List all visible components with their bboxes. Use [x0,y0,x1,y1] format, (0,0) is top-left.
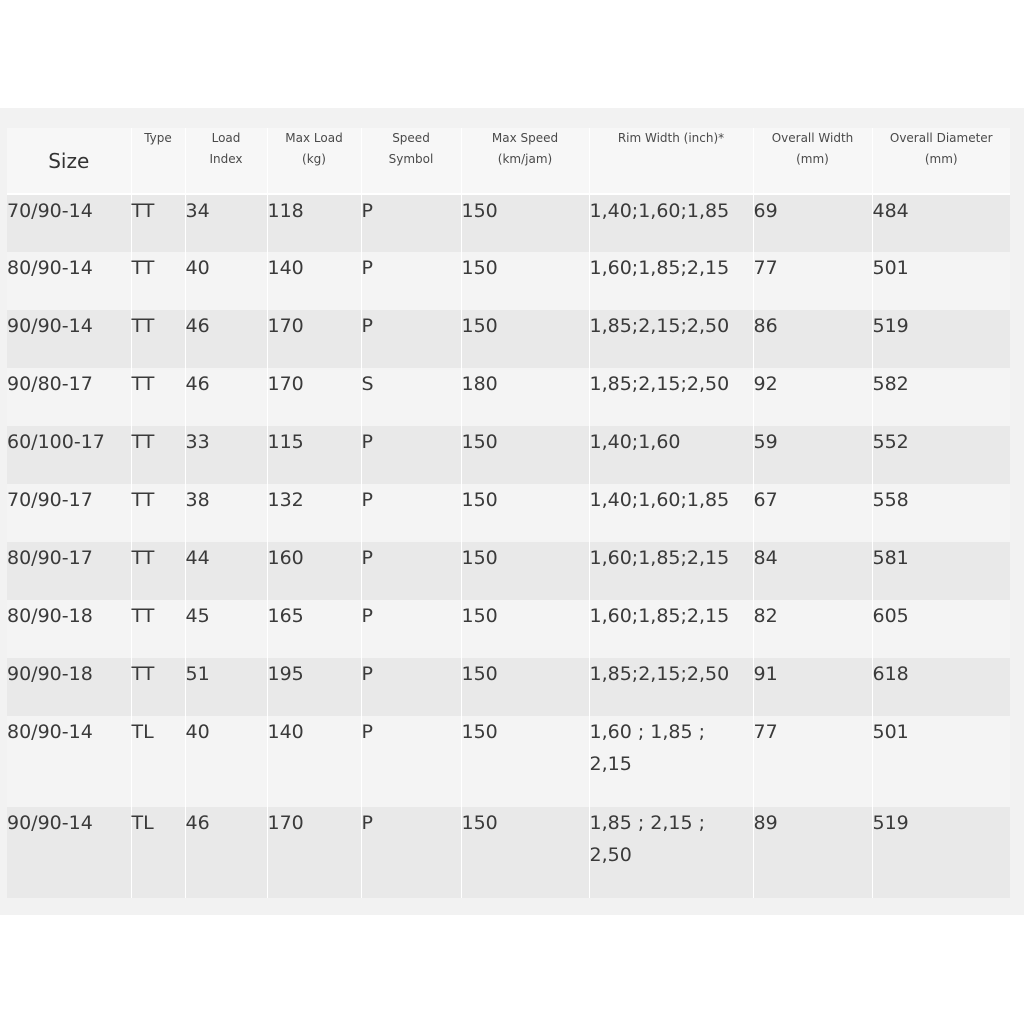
cell-overall-width: 69 [753,194,872,252]
cell-speed-symbol: P [361,542,461,600]
cell-overall-width: 89 [753,807,872,898]
cell-rim-width: 1,85;2,15;2,50 [589,368,753,426]
cell-overall-width: 92 [753,368,872,426]
header-load-index-line1: Load [211,131,241,145]
cell-max-speed: 150 [461,194,589,252]
cell-rim-width: 1,40;1,60;1,85 [589,194,753,252]
cell-overall-width: 59 [753,426,872,484]
cell-rim-width: 1,40;1,60;1,85 [589,484,753,542]
table-row [7,252,1010,310]
cell-overall-diameter: 618 [872,663,909,685]
cell-max-speed: 150 [461,426,589,484]
header-row [7,128,1010,194]
cell-load-index: 34 [185,194,267,252]
cell-speed-symbol: P [361,310,461,368]
cell-type: TT [131,194,185,252]
cell-overall-width: 86 [753,310,872,368]
cell-load-index: 44 [185,542,267,600]
cell-overall-width: 82 [753,600,872,658]
cell-load-index: 46 [185,807,267,898]
tire-spec-table [7,128,1010,898]
cell-type: TT [131,368,185,426]
cell-max-load: 160 [267,542,361,600]
cell-overall-diameter: 484 [872,200,909,222]
table-row [7,658,1010,716]
cell-overall-width: 77 [753,716,872,807]
cell-max-speed: 150 [461,542,589,600]
cell-max-load: 170 [267,368,361,426]
cell-max-speed: 150 [461,716,589,807]
header-overall-diameter-line1: Overall Diameter [889,131,993,145]
header-overall-width [753,128,872,194]
table-row [7,807,1010,898]
header-rim-width: Rim Width (inch)* [589,128,753,194]
cell-speed-symbol: P [361,194,461,252]
cell-type: TL [131,807,185,898]
cell-max-load: 195 [267,658,361,716]
cell-max-load: 170 [267,807,361,898]
cell-load-index: 46 [185,368,267,426]
table-row [7,426,1010,484]
cell-type: TT [131,484,185,542]
table-row [7,368,1010,426]
cell-overall-width: 67 [753,484,872,542]
header-overall-width-line1: Overall Width [771,131,854,145]
table-row [7,600,1010,658]
cell-type: TT [131,658,185,716]
cell-rim-width: 1,40;1,60 [589,426,753,484]
cell-max-speed: 150 [461,310,589,368]
header-speed-symbol-line2: Symbol [388,152,434,166]
table-row [7,310,1010,368]
header-size: Size [7,128,131,194]
cell-rim-width: 1,60;1,85;2,15 [589,252,753,310]
cell-load-index: 33 [185,426,267,484]
cell-overall-diameter: 501 [872,721,909,743]
cell-size: 80/90-14 [7,252,131,310]
cell-max-speed: 150 [461,252,589,310]
cell-load-index: 46 [185,310,267,368]
cell-max-load: 170 [267,310,361,368]
cell-overall-diameter: 519 [872,812,909,834]
cell-max-speed: 180 [461,368,589,426]
cell-overall-diameter: 552 [872,431,909,453]
cell-type: TL [131,716,185,807]
cell-max-load: 140 [267,252,361,310]
header-max-speed-line2: (km/jam) [497,152,553,166]
cell-type: TT [131,600,185,658]
cell-size: 90/90-18 [7,658,131,716]
cell-max-load: 118 [267,194,361,252]
cell-speed-symbol: P [361,426,461,484]
cell-speed-symbol: P [361,484,461,542]
cell-load-index: 38 [185,484,267,542]
cell-size: 90/80-17 [7,368,131,426]
cell-overall-width: 91 [753,658,872,716]
cell-overall-diameter: 519 [872,315,909,337]
cell-rim-width: 1,60;1,85;2,15 [589,542,753,600]
cell-size: 90/90-14 [7,310,131,368]
cell-size: 90/90-14 [7,807,131,898]
cell-type: TT [131,426,185,484]
header-max-load [267,128,361,194]
cell-size: 60/100-17 [7,426,131,484]
cell-size: 70/90-17 [7,484,131,542]
cell-rim-width: 1,85;2,15;2,50 [589,658,753,716]
cell-load-index: 51 [185,658,267,716]
cell-max-speed: 150 [461,658,589,716]
cell-speed-symbol: P [361,807,461,898]
header-overall-width-line2: (mm) [796,152,829,166]
cell-overall-width: 77 [753,252,872,310]
table-row [7,194,1010,252]
cell-speed-symbol: P [361,600,461,658]
header-load-index-line2: Index [209,152,243,166]
cell-overall-diameter: 558 [872,489,909,511]
cell-rim-width: 1,85 ; 2,15 ; 2,50 [589,807,753,898]
cell-overall-diameter: 501 [872,257,909,279]
cell-overall-width: 84 [753,542,872,600]
header-load-index [185,128,267,194]
cell-load-index: 40 [185,252,267,310]
cell-speed-symbol: P [361,252,461,310]
header-speed-symbol [361,128,461,194]
cell-size: 80/90-18 [7,600,131,658]
cell-size: 80/90-17 [7,542,131,600]
table-row [7,716,1010,807]
header-max-speed [461,128,589,194]
header-speed-symbol-line1: Speed [392,131,430,145]
cell-max-speed: 150 [461,484,589,542]
cell-type: TT [131,542,185,600]
header-type: Type [131,128,185,194]
header-max-speed-line1: Max Speed [491,131,559,145]
cell-max-load: 165 [267,600,361,658]
cell-rim-width: 1,60 ; 1,85 ; 2,15 [589,716,753,807]
cell-rim-width: 1,85;2,15;2,50 [589,310,753,368]
table-row [7,484,1010,542]
cell-size: 70/90-14 [7,194,131,252]
header-overall-diameter-line2: (mm) [924,152,958,166]
cell-max-speed: 150 [461,807,589,898]
cell-max-load: 132 [267,484,361,542]
table-row [7,542,1010,600]
header-max-load-line1: Max Load [285,131,343,145]
cell-type: TT [131,252,185,310]
cell-type: TT [131,310,185,368]
cell-max-load: 140 [267,716,361,807]
cell-overall-diameter: 582 [872,373,909,395]
cell-speed-symbol: S [361,368,461,426]
header-overall-diameter [872,128,1010,194]
cell-max-load: 115 [267,426,361,484]
cell-size: 80/90-14 [7,716,131,807]
cell-overall-diameter: 581 [872,547,909,569]
cell-speed-symbol: P [361,658,461,716]
cell-load-index: 45 [185,600,267,658]
cell-speed-symbol: P [361,716,461,807]
cell-overall-diameter: 605 [872,605,909,627]
cell-max-speed: 150 [461,600,589,658]
header-max-load-line2: (kg) [302,152,326,166]
cell-rim-width: 1,60;1,85;2,15 [589,600,753,658]
cell-load-index: 40 [185,716,267,807]
